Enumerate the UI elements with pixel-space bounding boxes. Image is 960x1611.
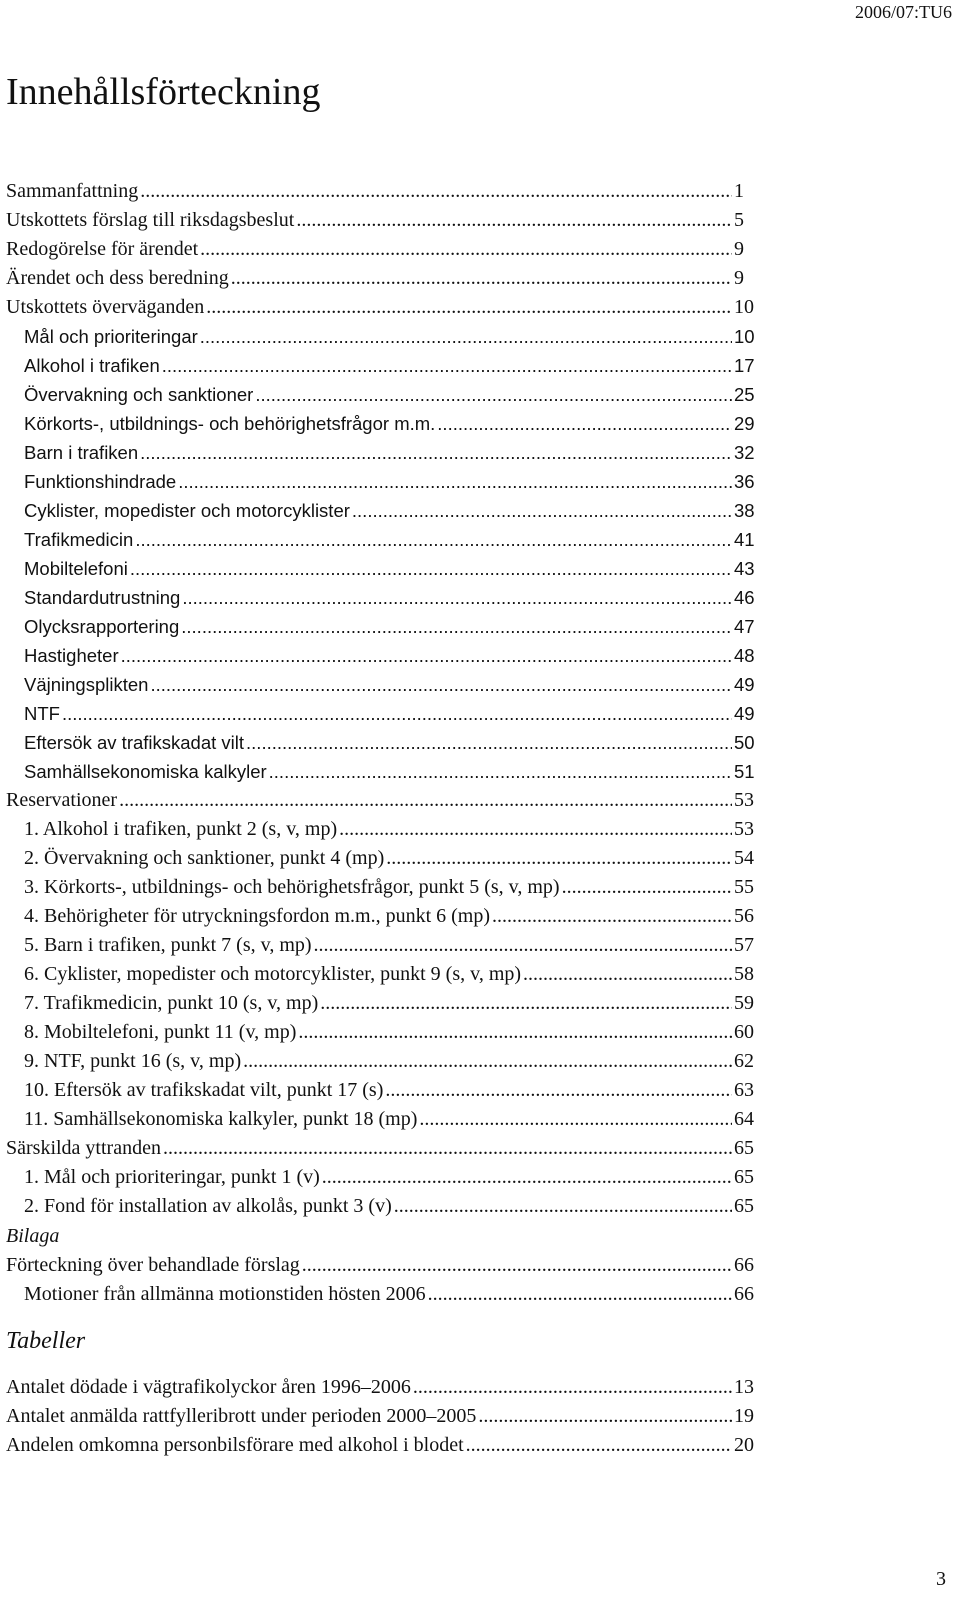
toc-entry-page: 63 [734, 1079, 754, 1101]
toc-entry[interactable] [6, 873, 764, 902]
dot-leader [478, 1402, 732, 1431]
dot-leader [181, 612, 732, 641]
dot-leader [135, 525, 732, 554]
toc-entry-title: 1. Mål och prioriteringar, punkt 1 (v) [24, 1166, 320, 1188]
toc-entry-title: 7. Trafikmedicin, punkt 10 (s, v, mp) [24, 992, 319, 1014]
toc-entry-page: 66 [734, 1254, 754, 1276]
dot-leader [178, 467, 732, 496]
toc-entry-title: Cyklister, mopedister och motorcyklister [24, 500, 350, 521]
toc-entry[interactable] [6, 670, 764, 699]
toc-entry-page: 56 [734, 905, 754, 927]
toc-entry-page: 59 [734, 992, 754, 1014]
toc-entry-title: NTF [24, 703, 60, 724]
dot-leader [121, 641, 732, 670]
toc-entry[interactable] [6, 1018, 764, 1047]
dot-leader [150, 670, 732, 699]
dot-leader [298, 1018, 732, 1047]
toc-entry-page: 49 [734, 674, 755, 695]
toc-entry-page: 58 [734, 963, 754, 985]
toc-entry[interactable] [6, 351, 764, 380]
toc-entry-title: Antalet dödade i vägtrafikolyckor åren 1996–2006 [6, 1376, 411, 1398]
toc-entry[interactable] [6, 1134, 764, 1163]
dot-leader [419, 1105, 732, 1134]
toc-entry-title: Väjningsplikten [24, 674, 149, 695]
toc-entry[interactable] [6, 554, 764, 583]
toc-entry[interactable] [6, 960, 764, 989]
toc-entry-page: 57 [734, 934, 754, 956]
toc-entry[interactable] [6, 1105, 764, 1134]
toc-entry-title: Trafikmedicin [24, 529, 134, 550]
toc-entry-title: Förteckning över behandlade förslag [6, 1254, 300, 1276]
toc-entry-page: 55 [734, 876, 754, 898]
toc-entry-page: 53 [734, 789, 754, 811]
dot-leader [428, 1280, 732, 1309]
toc-entry-title: Mobiltelefoni [24, 558, 128, 579]
toc-entry[interactable] [6, 641, 764, 670]
dot-leader [296, 206, 732, 235]
toc-entry[interactable] [6, 380, 764, 409]
toc-entry[interactable] [6, 177, 764, 206]
toc-entry-title: Sammanfattning [6, 180, 139, 202]
toc-entry-page: 41 [734, 529, 755, 550]
dot-leader [231, 264, 732, 293]
tables-list [6, 1373, 764, 1460]
toc-entry[interactable] [6, 467, 764, 496]
toc-entry-page: 65 [734, 1195, 754, 1217]
toc-entry-page: 19 [734, 1405, 754, 1427]
dot-leader [523, 960, 732, 989]
dot-leader [562, 873, 732, 902]
toc-entry[interactable] [6, 1251, 764, 1280]
toc-entry-title: 8. Mobiltelefoni, punkt 11 (v, mp) [24, 1021, 297, 1043]
toc-entry-title: Antalet anmälda rattfylleribrott under perioden 2000–2005 [6, 1405, 477, 1427]
toc-entry[interactable] [6, 1373, 764, 1402]
toc-entry-title: 3. Körkorts-, utbildnings- och behörighetsfrågor, punkt 5 (s, v, mp) [24, 876, 560, 898]
toc-entry-page: 32 [734, 442, 755, 463]
dot-leader [314, 931, 732, 960]
dot-leader [182, 583, 732, 612]
toc-entry-title: Samhällsekonomiska kalkyler [24, 761, 267, 782]
dot-leader [437, 409, 732, 438]
toc-entry-title: 5. Barn i trafiken, punkt 7 (s, v, mp) [24, 934, 312, 956]
dot-leader [130, 554, 732, 583]
toc-entry[interactable] [6, 699, 764, 728]
toc-entry-title: Särskilda yttranden [6, 1137, 161, 1159]
dot-leader [466, 1431, 732, 1460]
dot-leader [385, 1076, 732, 1105]
toc-entry-title: Ärendet och dess beredning [6, 267, 229, 289]
toc-entry[interactable] [6, 612, 764, 641]
dot-leader [62, 699, 732, 728]
dot-leader [352, 496, 732, 525]
toc-entry-page: 17 [734, 355, 755, 376]
toc-entry[interactable] [6, 322, 764, 351]
toc-entry[interactable] [6, 931, 764, 960]
dot-leader [200, 235, 732, 264]
toc-entry[interactable] [6, 815, 764, 844]
dot-leader [492, 902, 732, 931]
toc-entry-title: Alkohol i trafiken [24, 355, 160, 376]
toc-entry-title: Övervakning och sanktioner [24, 384, 254, 405]
toc-entry-page: 62 [734, 1050, 754, 1072]
dot-leader [269, 757, 732, 786]
toc-entry-title: 1. Alkohol i trafiken, punkt 2 (s, v, mp) [24, 818, 338, 840]
toc-entry-page: 46 [734, 587, 755, 608]
toc-entry[interactable] [6, 1431, 764, 1460]
toc-entry[interactable] [6, 1402, 764, 1431]
toc-entry-title: Hastigheter [24, 645, 119, 666]
toc-entry-title: Eftersök av trafikskadat vilt [24, 732, 245, 753]
toc-entry-page: 9 [734, 267, 744, 289]
toc-subheading: Bilaga [6, 1225, 60, 1247]
dot-leader [394, 1192, 732, 1221]
toc-entry[interactable] [6, 525, 764, 554]
toc-entry-title: Andelen omkomna personbilsförare med alkohol i blodet [6, 1434, 464, 1456]
toc-entry-page: 50 [734, 732, 755, 753]
page-title: Innehållsförteckning [6, 71, 321, 113]
toc-entry[interactable] [6, 409, 764, 438]
toc-entry-page: 1 [734, 180, 744, 202]
toc-entry[interactable] [6, 989, 764, 1018]
toc-entry-page: 10 [734, 326, 755, 347]
toc-entry-page: 66 [734, 1283, 754, 1305]
toc-entry[interactable] [6, 1192, 764, 1221]
table-of-contents [6, 177, 764, 1309]
toc-entry-page: 65 [734, 1166, 754, 1188]
toc-entry[interactable] [6, 786, 764, 815]
toc-entry[interactable] [6, 264, 764, 293]
toc-entry-title: 2. Övervakning och sanktioner, punkt 4 (mp) [24, 847, 385, 869]
toc-entry[interactable] [6, 583, 764, 612]
dot-leader [162, 351, 732, 380]
toc-entry-page: 9 [734, 238, 744, 260]
toc-entry-title: Olycksrapportering [24, 616, 180, 637]
toc-entry-title: Mål och prioriteringar [24, 326, 198, 347]
toc-entry-title: 9. NTF, punkt 16 (s, v, mp) [24, 1050, 242, 1072]
toc-entry-page: 25 [734, 384, 755, 405]
toc-entry[interactable] [6, 757, 764, 786]
toc-entry-page: 13 [734, 1376, 754, 1398]
page-number: 3 [936, 1568, 946, 1590]
toc-entry[interactable] [6, 438, 764, 467]
dot-leader [386, 844, 732, 873]
document-code: 2006/07:TU6 [855, 2, 952, 22]
toc-entry[interactable] [6, 1076, 764, 1105]
toc-entry-title: 11. Samhällsekonomiska kalkyler, punkt 18 (mp) [24, 1108, 418, 1130]
toc-entry-title: Utskottets förslag till riksdagsbeslut [6, 209, 295, 231]
dot-leader [119, 786, 732, 815]
toc-entry-page: 38 [734, 500, 755, 521]
toc-entry-page: 49 [734, 703, 755, 724]
toc-entry-title: Utskottets överväganden [6, 296, 205, 318]
toc-entry-title: Reservationer [6, 789, 118, 811]
toc-entry-title: Barn i trafiken [24, 442, 139, 463]
toc-entry-page: 48 [734, 645, 755, 666]
toc-entry-page: 60 [734, 1021, 754, 1043]
toc-entry-page: 29 [734, 413, 755, 434]
dot-leader [140, 438, 732, 467]
dot-leader [140, 177, 732, 206]
toc-entry[interactable] [6, 293, 764, 322]
toc-entry-page: 51 [734, 761, 755, 782]
toc-entry-page: 53 [734, 818, 754, 840]
toc-entry-title: Redogörelse för ärendet [6, 238, 199, 260]
toc-entry-page: 5 [734, 209, 744, 231]
toc-entry-title: Körkorts-, utbildnings- och behörighetsfrågor m.m. [24, 413, 436, 434]
toc-entry[interactable] [6, 1163, 764, 1192]
toc-entry-page: 54 [734, 847, 754, 869]
dot-leader [339, 815, 732, 844]
dot-leader [322, 1163, 732, 1192]
toc-entry[interactable] [6, 844, 764, 873]
toc-entry[interactable] [6, 902, 764, 931]
dot-leader [206, 293, 732, 322]
dot-leader [320, 989, 732, 1018]
dot-leader [255, 380, 732, 409]
toc-entry-title: Standardutrustning [24, 587, 181, 608]
tables-heading: Tabeller [6, 1328, 86, 1354]
toc-entry-title: 10. Eftersök av trafikskadat vilt, punkt 17 (s) [24, 1079, 384, 1101]
toc-entry-title: Motioner från allmänna motionstiden hösten 2006 [24, 1283, 426, 1305]
toc-entry-title: Funktionshindrade [24, 471, 177, 492]
dot-leader [413, 1373, 732, 1402]
toc-entry-page: 20 [734, 1434, 754, 1456]
toc-entry-page: 64 [734, 1108, 754, 1130]
dot-leader [246, 728, 732, 757]
toc-entry-page: 47 [734, 616, 755, 637]
toc-entry-page: 36 [734, 471, 755, 492]
toc-entry-page: 43 [734, 558, 755, 579]
toc-entry[interactable] [6, 496, 764, 525]
toc-entry-title: 4. Behörigheter för utryckningsfordon m.m., punkt 6 (mp) [24, 905, 491, 927]
toc-entry[interactable] [6, 235, 764, 264]
toc-entry-page: 10 [734, 296, 754, 318]
toc-entry-page: 65 [734, 1137, 754, 1159]
dot-leader [302, 1251, 732, 1280]
toc-entry[interactable] [6, 1047, 764, 1076]
dot-leader [163, 1134, 732, 1163]
toc-entry-title: 6. Cyklister, mopedister och motorcyklister, punkt 9 (s, v, mp) [24, 963, 522, 985]
toc-entry[interactable] [6, 728, 764, 757]
dot-leader [243, 1047, 732, 1076]
toc-entry[interactable] [6, 1280, 764, 1309]
toc-entry[interactable] [6, 206, 764, 235]
dot-leader [200, 322, 732, 351]
toc-entry-title: 2. Fond för installation av alkolås, punkt 3 (v) [24, 1195, 392, 1217]
